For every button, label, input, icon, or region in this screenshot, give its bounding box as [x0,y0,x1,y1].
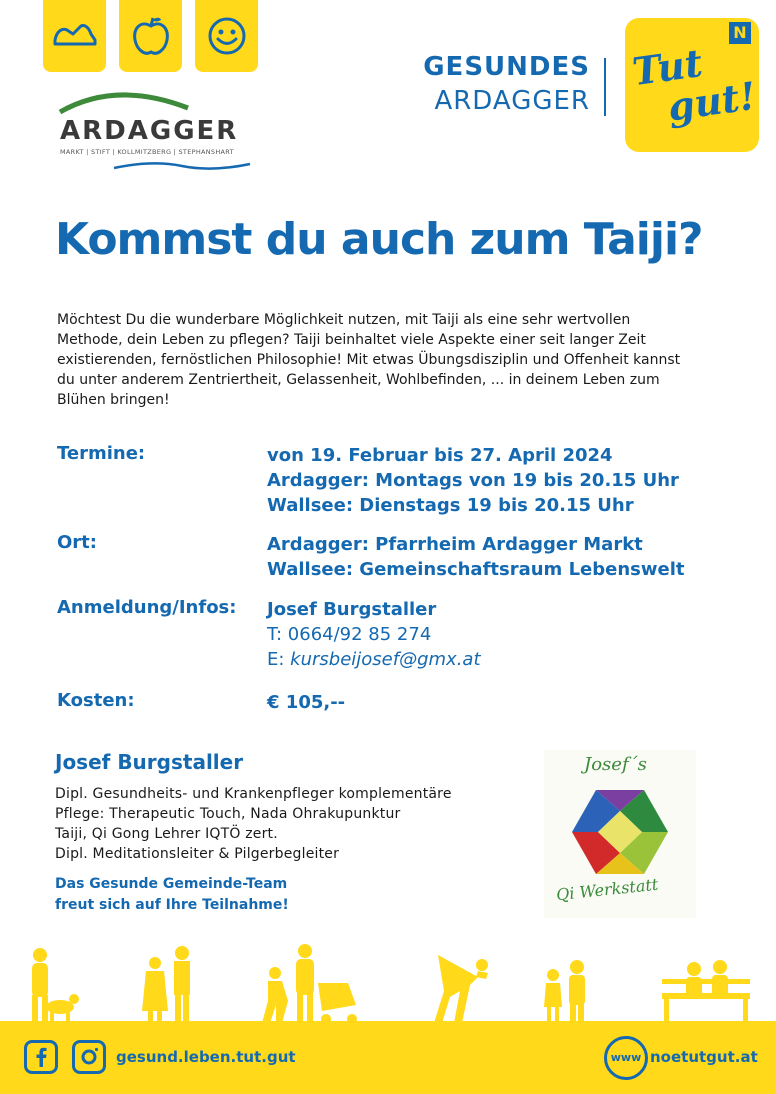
social-handle[interactable]: gesund.leben.tut.gut [116,1048,296,1066]
ort-label: Ort: [57,532,97,553]
www-icon: www [604,1036,648,1080]
instagram-icon[interactable] [72,1040,106,1074]
page-title: Kommst du auch zum Taiji? [55,214,703,265]
bio-name: Josef Burgstaller [55,750,244,774]
contact-email-row [267,647,481,672]
anmeldung-values [267,597,481,672]
program-title-line2: ARDAGGER [434,86,590,116]
municipality-name: ARDAGGER [60,116,239,146]
bio-line: Pflege: Therapeutic Touch, Nada Ohrakupunktur [55,806,401,822]
hexagon-icon [572,790,668,874]
apple-tile [119,0,182,72]
municipality-logo [56,86,256,176]
program-divider [604,58,606,116]
qi-werkstatt-logo [544,750,696,918]
program-title [420,52,610,122]
ort-line: Ardagger: Pfarrheim Ardagger Markt [267,534,643,555]
program-title-line1: GESUNDES [423,52,590,82]
termine-label: Termine: [57,443,146,464]
termine-line: Ardagger: Montags von 19 bis 20.15 Uhr [267,470,679,491]
apple-icon [127,14,175,60]
sneaker-tile [43,0,106,72]
tut-gut-line1: Tut [629,39,706,95]
intro-paragraph: Möchtest Du die wunderbare Möglichkeit nutzen, mit Taiji als eine sehr wertvollen Methode, dein Leben zu pflegen? Taiji beinhaltet viele Aspekte einer seit langer Zeit existierenden, fernöstlichen Philosophie! Mit etwas Übungsdisziplin und Offenheit kannst du unter anderem Zentriertheit, Gelassenheit, Wohlbefinden, ... in deinem Leben zum Blühen bringen! [57,312,681,408]
team-message-line: Das Gesunde Gemeinde-Team [55,876,288,892]
anmeldung-label: Anmeldung/Infos: [57,597,237,618]
sneaker-icon [51,14,99,54]
team-message [55,874,289,916]
qi-logo-top-text: Josef´s [584,754,647,775]
contact-phone: T: 0664/92 85 274 [267,624,432,645]
ort-values [267,532,685,582]
smiley-icon [203,14,251,60]
contact-name: Josef Burgstaller [267,599,437,620]
kosten-label: Kosten: [57,690,135,711]
river-icon [112,158,252,172]
bio-line: Dipl. Gesundheits- und Krankenpfleger komplementäre [55,786,452,802]
tut-gut-line2: gut! [664,72,759,130]
municipality-subtitle: MARKT | STIFT | KOLLMITZBERG | STEPHANSHART [60,148,234,156]
people-silhouettes [0,935,776,1025]
termine-line: von 19. Februar bis 27. April 2024 [267,445,613,466]
email-prefix: E: [267,649,291,670]
hill-icon [56,86,196,116]
tut-gut-badge [625,18,759,152]
bio-qualifications [55,784,452,864]
website-link[interactable]: noetutgut.at [650,1048,758,1066]
team-message-line: freut sich auf Ihre Teilnahme! [55,897,289,913]
ort-line: Wallsee: Gemeinschaftsraum Lebenswelt [267,559,685,580]
contact-email-link[interactable]: kursbeijosef@gmx.at [290,649,481,670]
tut-gut-text [630,36,758,132]
kosten-values [267,690,345,715]
kosten-value: € 105,-- [267,692,346,713]
termine-line: Wallsee: Dienstags 19 bis 20.15 Uhr [267,495,634,516]
bio-line: Taiji, Qi Gong Lehrer IQTÖ zert. [55,826,278,842]
bio-line: Dipl. Meditationsleiter & Pilgerbegleiter [55,846,340,862]
smiley-tile [195,0,258,72]
qi-logo-bottom-text: Qi Werkstatt [555,874,660,905]
facebook-icon[interactable] [24,1040,58,1074]
footer-bar [0,1024,776,1094]
noe-mark: N [729,22,751,44]
termine-values [267,443,679,518]
